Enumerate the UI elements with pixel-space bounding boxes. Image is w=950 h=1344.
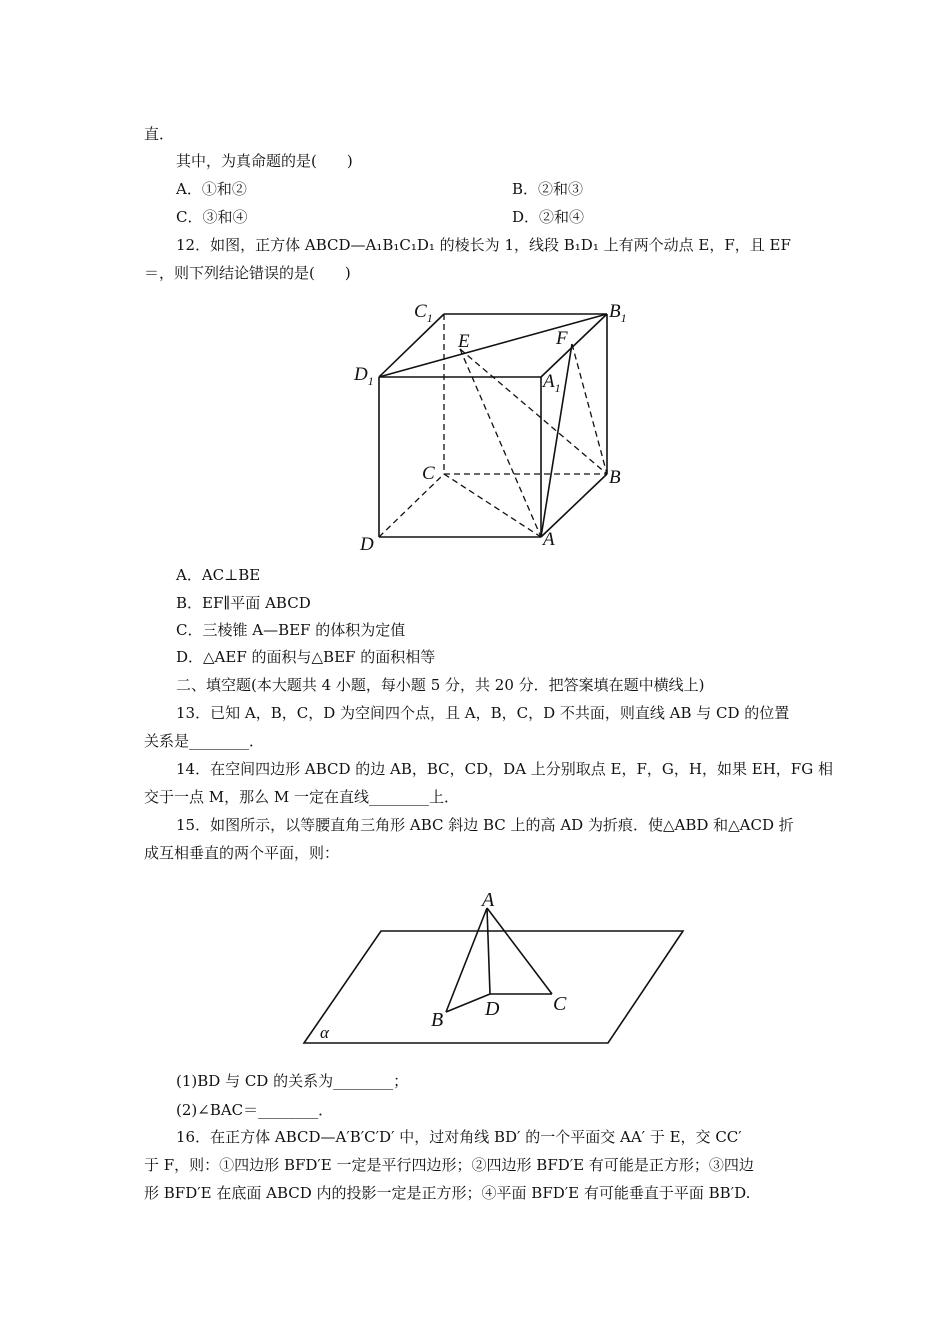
q15-line-1: 15．如图所示，以等腰直角三角形 ABC 斜边 BC 上的高 AD 为折痕．使△ABD 和△ACD 折: [176, 816, 794, 834]
label-B1: $B_1$: [609, 301, 627, 325]
label-alpha: α: [320, 1023, 329, 1042]
q15-part-1: (1)BD 与 CD 的关系为________；: [176, 1072, 409, 1090]
q11-prompt: 其中，为真命题的是( ): [176, 152, 353, 170]
label-B: B: [609, 467, 621, 488]
label-D: D: [485, 998, 500, 1020]
q15-line-2: 成互相垂直的两个平面，则：: [144, 844, 340, 862]
label-D: D: [360, 534, 374, 555]
label-C: C: [422, 463, 435, 484]
q11-option-b: B．②和③: [512, 180, 584, 198]
q12-option-d: D．△AEF 的面积与△BEF 的面积相等: [176, 648, 436, 666]
edge-A-C: [487, 908, 552, 994]
edge-A-B: [541, 474, 607, 537]
q15-part-2: (2)∠BAC＝________．: [176, 1101, 334, 1119]
hidden-E-B: [460, 349, 607, 474]
q12-option-b: B．EF∥平面 ABCD: [176, 594, 311, 612]
hidden-F-B: [572, 344, 607, 474]
q11-option-c: C．③和④: [176, 208, 248, 226]
edge-A-D: [487, 908, 490, 994]
section-2-heading: 二、填空题(本大题共 4 小题，每小题 5 分，共 20 分．把答案填在题中横线上): [176, 676, 705, 694]
q16-line-3: 形 BFD′E 在底面 ABCD 内的投影一定是正方形；④平面 BFD′E 有可能垂直于平面 BB′D.: [144, 1184, 751, 1202]
q12-line-1: 12．如图，正方体 ABCD—A₁B₁C₁D₁ 的棱长为 1，线段 B₁D₁ 上有两个动点 E，F，且 EF: [176, 236, 791, 254]
label-B: B: [431, 1009, 444, 1031]
q12-line-2: ＝，则下列结论错误的是( ): [144, 264, 351, 282]
q11-option-d: D．②和④: [512, 208, 585, 226]
label-C: C: [553, 993, 567, 1015]
label-D1: $D_1$: [354, 364, 374, 388]
edge-A-B: [446, 908, 487, 1012]
label-A: A: [543, 529, 555, 550]
q11-option-a: A．①和②: [176, 180, 247, 198]
q14-line-1: 14．在空间四边形 ABCD 的边 AB，BC，CD，DA 上分别取点 E，F，G，H，如果 EH，FG 相: [176, 760, 833, 778]
q13-line-2: 关系是________．: [144, 732, 265, 750]
label-C1: $C_1$: [414, 301, 433, 325]
fold-figure: [290, 882, 700, 1054]
q14-line-2: 交于一点 M，那么 M 一定在直线________上．: [144, 788, 460, 806]
q16-line-1: 16．在正方体 ABCD—A′B′C′D′ 中，过对角线 BD′ 的一个平面交 AA′ 于 E，交 CC′: [176, 1128, 742, 1146]
label-F: F: [556, 328, 568, 349]
line-continuation: 直．: [144, 125, 175, 143]
label-A: A: [482, 889, 495, 911]
label-E: E: [458, 331, 470, 352]
q12-option-c: C．三棱锥 A—BEF 的体积为定值: [176, 621, 406, 639]
q13-line-1: 13．已知 A，B，C，D 为空间四个点，且 A，B，C，D 不共面，则直线 AB 与 CD 的位置: [176, 704, 790, 722]
label-A1: $A_1$: [543, 371, 561, 395]
q12-option-a: A．AC⊥BE: [176, 566, 261, 584]
q16-line-2: 于 F，则：①四边形 BFD′E 一定是平行四边形；②四边形 BFD′E 有可能是正方形；③四边: [144, 1156, 754, 1174]
cube-figure: [340, 292, 640, 560]
hidden-C-A: [444, 474, 541, 537]
plane-alpha: [304, 931, 683, 1043]
